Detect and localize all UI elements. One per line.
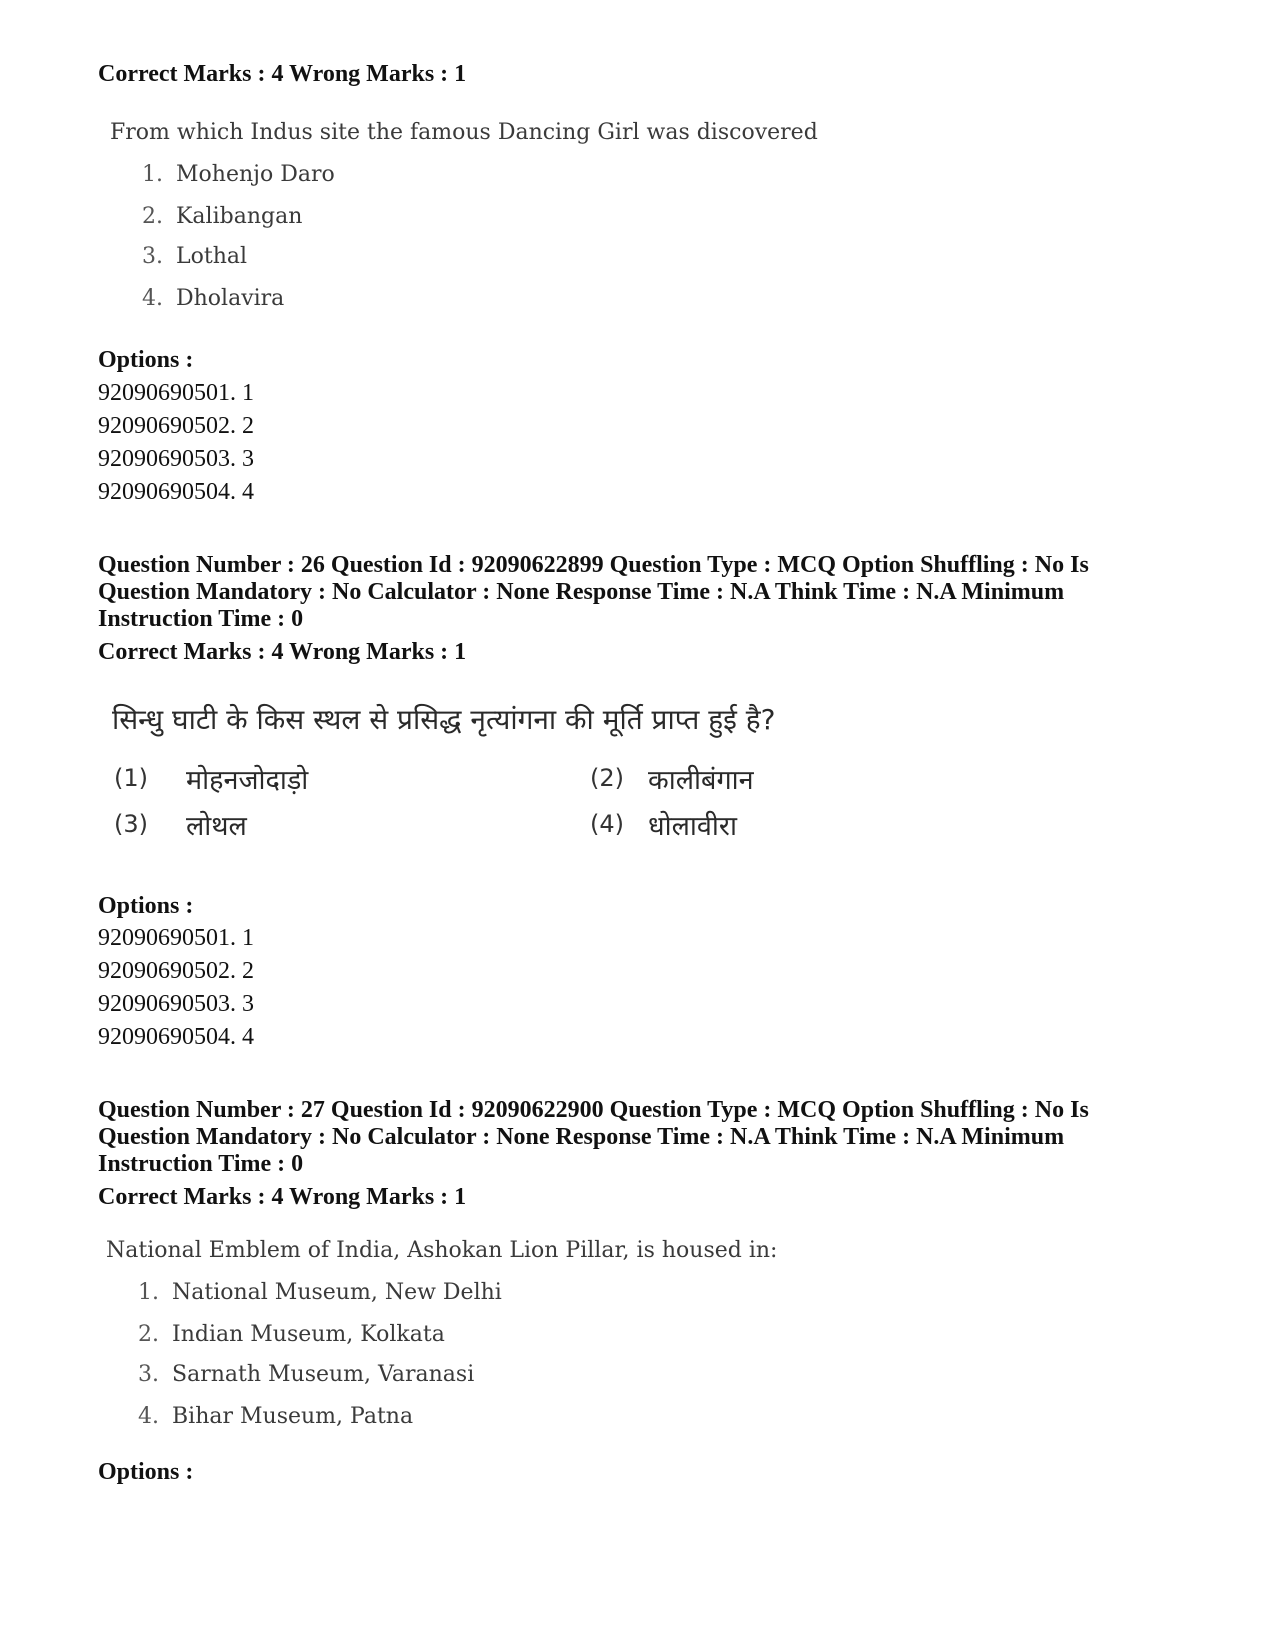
q27-choice-1-text: National Museum, New Delhi [172, 1280, 502, 1305]
q26-choice-4-text: धोलावीरा [648, 811, 737, 842]
q25-choice-2 [142, 204, 302, 229]
q27-choice-1-num: 1. [138, 1280, 159, 1305]
q25-choice-3-num: 3. [142, 244, 163, 269]
q27-choice-4-num: 4. [138, 1404, 159, 1429]
q27-meta-line-1: Question Number : 27 Question Id : 92090622900 Question Type : MCQ Option Shuffling : No Is [98, 1097, 1089, 1123]
q26-meta-line-3: Instruction Time : 0 [98, 606, 304, 632]
q27-options-label: Options : [98, 1459, 194, 1485]
q26-question-text: सिन्धु घाटी के किस स्थल से प्रसिद्ध नृत्यांगना की मूर्ति प्राप्त हुई है? [112, 703, 776, 736]
q25-choice-4 [142, 286, 284, 311]
q25-choice-2-num: 2. [142, 204, 163, 229]
q27-choice-1 [138, 1280, 502, 1305]
q27-meta-line-2: Question Mandatory : No Calculator : None Response Time : N.A Think Time : N.A Minimum [98, 1124, 1065, 1150]
q27-marks: Correct Marks : 4 Wrong Marks : 1 [98, 1184, 467, 1210]
q25-option-1: 92090690501. 1 [98, 380, 254, 406]
q25-option-3: 92090690503. 3 [98, 446, 254, 472]
q25-choice-3 [142, 244, 247, 269]
q27-choice-2-num: 2. [138, 1322, 159, 1347]
q27-choice-2 [138, 1322, 445, 1347]
q25-choice-1-num: 1. [142, 162, 163, 187]
q26-choice-4-num: (4) [590, 810, 624, 838]
q26-options-label: Options : [98, 893, 194, 919]
q26-option-1: 92090690501. 1 [98, 925, 254, 951]
q26-choice-1-text: मोहनजोदाड़ो [186, 765, 309, 796]
q25-choice-3-text: Lothal [176, 244, 248, 269]
q26-choice-1-num: (1) [114, 764, 148, 792]
q27-meta-line-3: Instruction Time : 0 [98, 1151, 304, 1177]
q26-option-3: 92090690503. 3 [98, 991, 254, 1017]
q26-meta-line-2: Question Mandatory : No Calculator : None Response Time : N.A Think Time : N.A Minimum [98, 579, 1065, 605]
q25-choice-2-text: Kalibangan [176, 204, 303, 229]
q25-option-4: 92090690504. 4 [98, 479, 254, 505]
q25-choice-1 [142, 162, 335, 187]
q25-choice-4-text: Dholavira [176, 286, 285, 311]
q27-choice-3-num: 3. [138, 1362, 159, 1387]
q25-options-label: Options : [98, 347, 194, 373]
q25-choice-4-num: 4. [142, 286, 163, 311]
q27-choice-3 [138, 1362, 474, 1387]
q27-question-text: National Emblem of India, Ashokan Lion Pillar, is housed in: [106, 1238, 778, 1263]
q26-choice-2-num: (2) [590, 764, 624, 792]
q26-choice-2-text: कालीबंगान [648, 765, 754, 796]
q25-choice-1-text: Mohenjo Daro [176, 162, 335, 187]
q26-option-2: 92090690502. 2 [98, 958, 254, 984]
q27-choice-3-text: Sarnath Museum, Varanasi [172, 1362, 475, 1387]
q26-option-4: 92090690504. 4 [98, 1024, 254, 1050]
q25-marks: Correct Marks : 4 Wrong Marks : 1 [98, 61, 467, 87]
q26-choice-3-text: लोथल [186, 811, 247, 842]
q27-choice-2-text: Indian Museum, Kolkata [172, 1322, 445, 1347]
q26-meta-line-1: Question Number : 26 Question Id : 92090622899 Question Type : MCQ Option Shuffling : No Is [98, 552, 1089, 578]
q26-marks: Correct Marks : 4 Wrong Marks : 1 [98, 639, 467, 665]
q27-choice-4 [138, 1404, 413, 1429]
q26-choice-3-num: (3) [114, 810, 148, 838]
q27-choice-4-text: Bihar Museum, Patna [172, 1404, 414, 1429]
q25-option-2: 92090690502. 2 [98, 413, 254, 439]
q25-question-text: From which Indus site the famous Dancing Girl was discovered [110, 120, 818, 145]
